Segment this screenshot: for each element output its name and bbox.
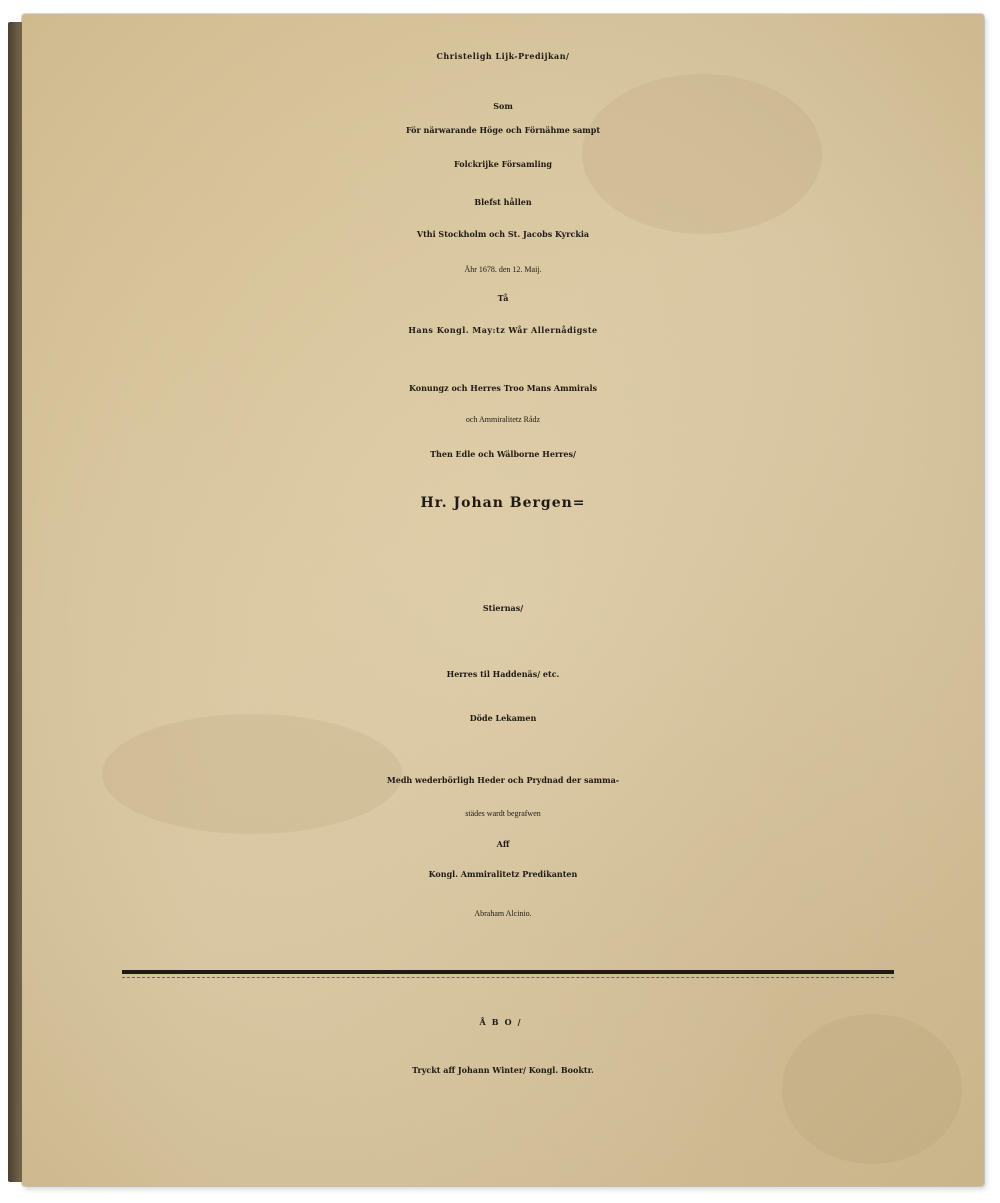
imprint-city: ÅBO/ xyxy=(479,1017,527,1027)
place-line: Vthi Stockholm och St. Jacobs Kyrckia xyxy=(416,229,590,239)
majesty-line: Hans Kongl. May:tz Wår Allernådigste xyxy=(408,325,598,335)
congregation-line-1: För närwarande Höge och Förnähme sampt xyxy=(405,125,601,135)
date-line: Åhr 1678. den 12. Maij. xyxy=(464,265,542,274)
ta-line: Tå xyxy=(497,293,509,303)
deceased-name-1: Hr. Johan Bergen= xyxy=(420,495,586,511)
som-line: Som xyxy=(493,101,513,111)
book-title: Christeligh Lijk-Predijkan/ xyxy=(436,51,570,61)
preacher-title: Kongl. Ammiralitetz Predikanten xyxy=(428,869,578,879)
burial-line-2: städes wardt begrafwen xyxy=(465,809,541,818)
noble-line: Then Edle och Wälborne Herres/ xyxy=(430,449,576,459)
divider-rule xyxy=(122,970,894,974)
lord-of-line: Herres til Haddenäs/ etc. xyxy=(446,669,560,679)
body-line: Döde Lekamen xyxy=(469,713,537,723)
burial-line-1: Medh wederbörligh Heder och Prydnad der samma- xyxy=(386,775,620,785)
page-stain xyxy=(782,1014,962,1164)
title-page xyxy=(22,14,984,1186)
congregation-line-2: Folckrijke Församling xyxy=(453,159,553,169)
deceased-name-2: Stiernas/ xyxy=(482,603,524,613)
imprint-printer: Tryckt aff Johann Winter/ Kongl. Booktr. xyxy=(412,1065,594,1075)
divider-rule-dashed xyxy=(122,977,894,978)
aff-line: Aff xyxy=(496,839,510,849)
preacher-name: Abraham Alcinio. xyxy=(474,909,532,918)
held-line: Blefst hållen xyxy=(474,197,532,207)
page-stain xyxy=(582,74,822,234)
king-line: Konungz och Herres Troo Mans Ammirals xyxy=(408,383,598,393)
admiralty-line: och Ammiralitetz Rådz xyxy=(465,415,541,424)
